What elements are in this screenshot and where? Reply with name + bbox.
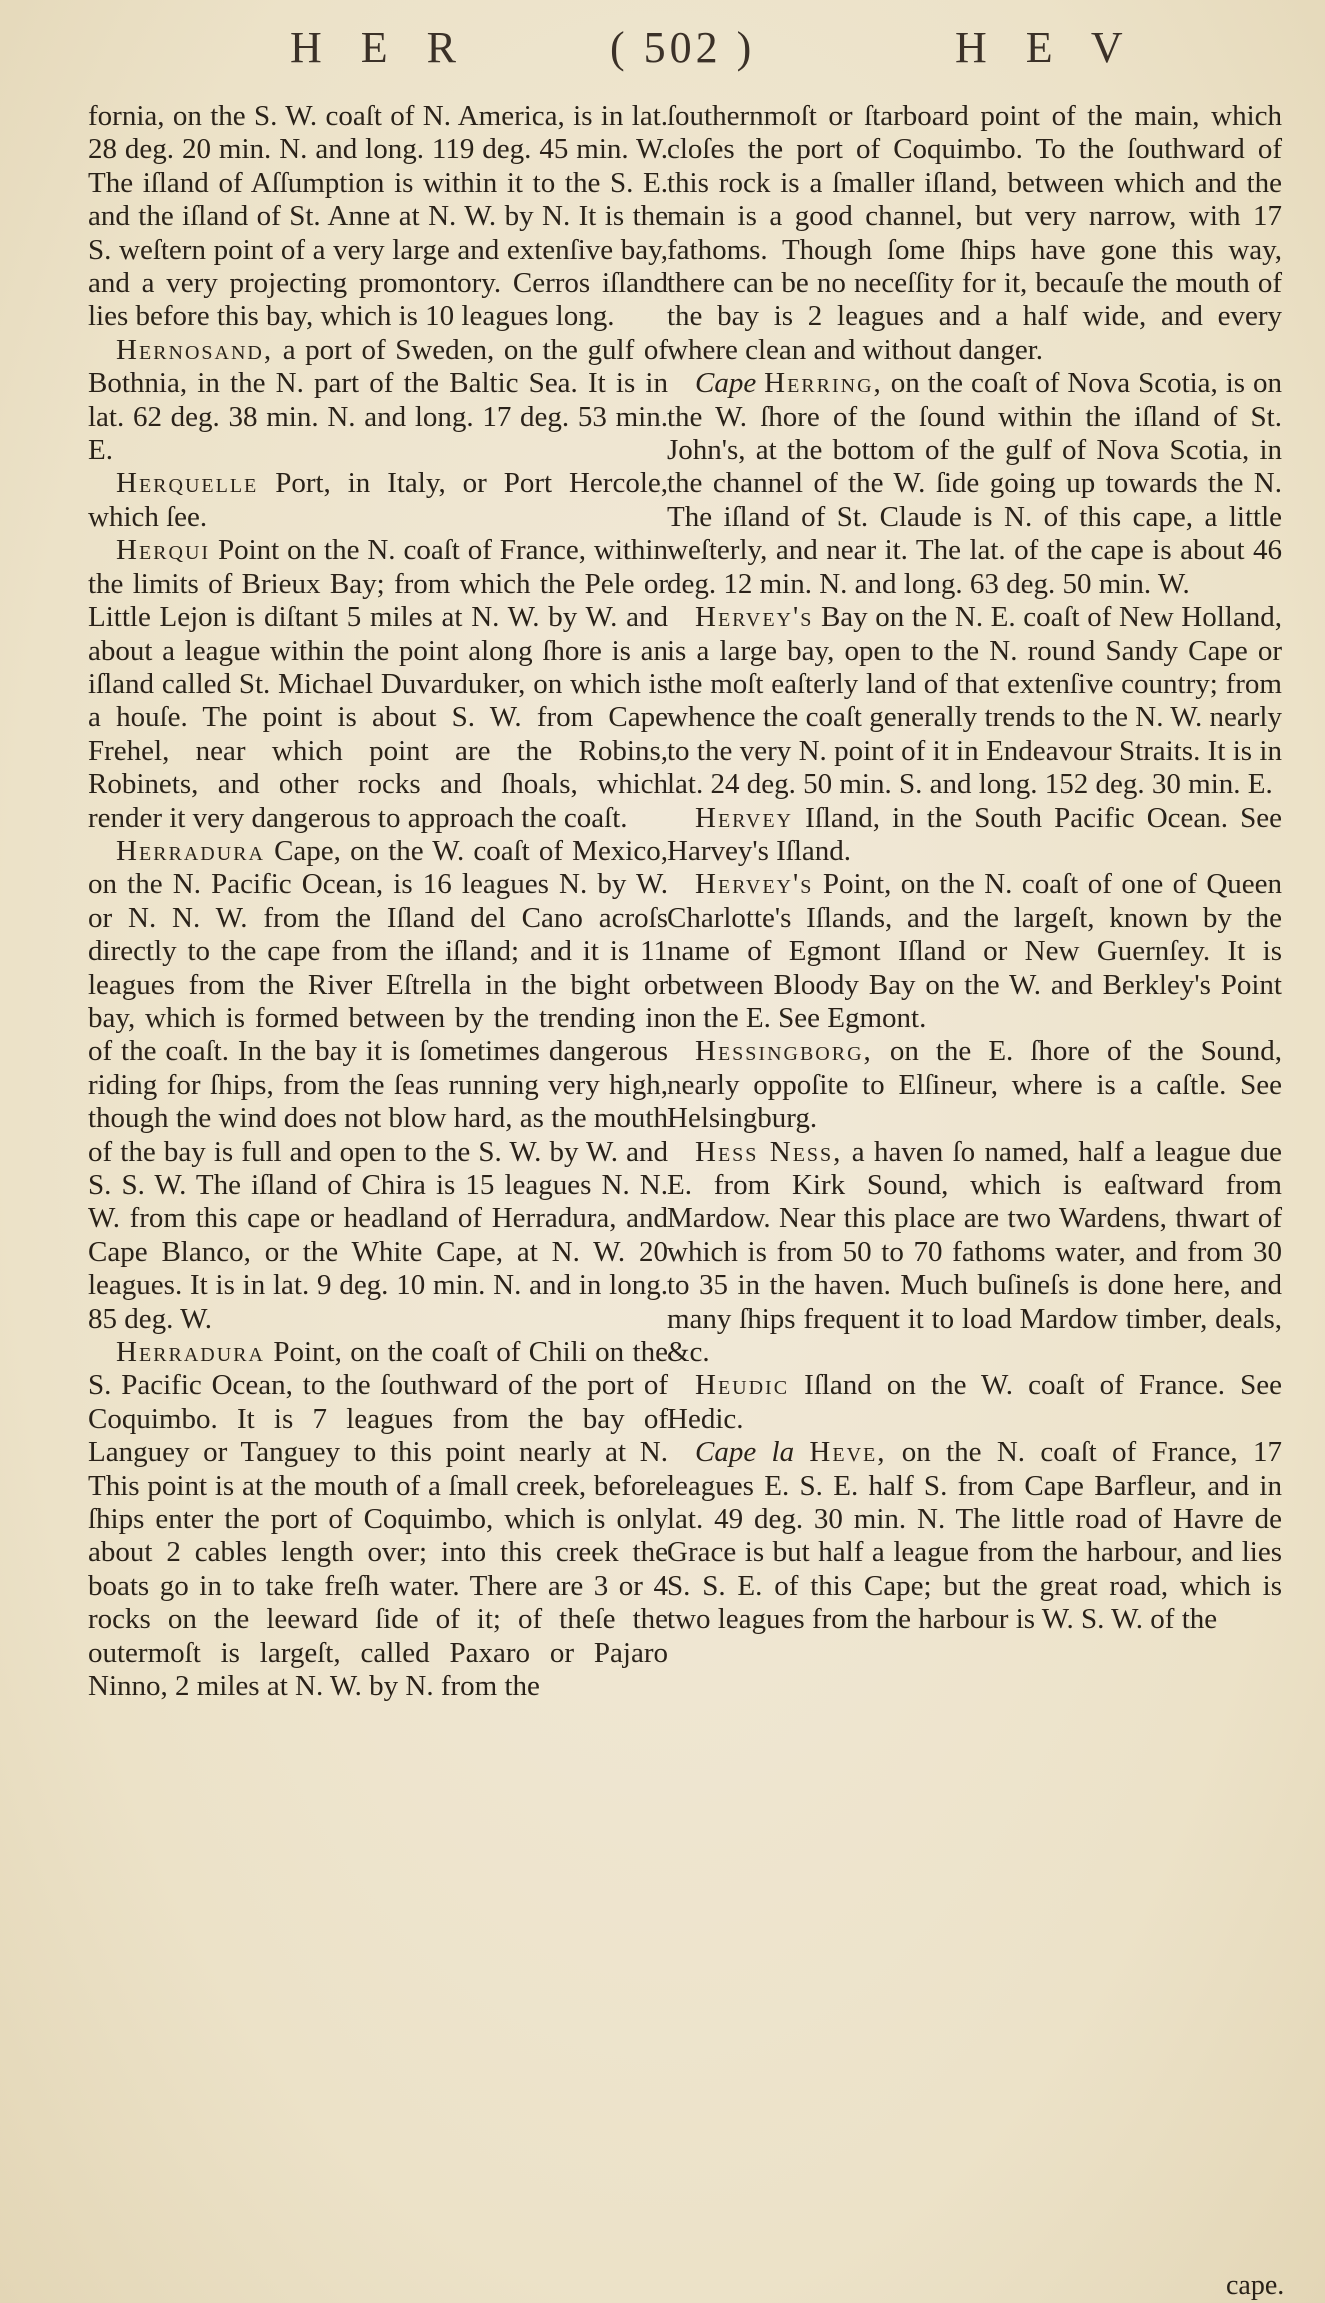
entry-headword: Hervey: [695, 801, 794, 834]
entry-headword: Hess Ness,: [695, 1135, 843, 1168]
gazetteer-entry: [88, 334, 668, 468]
entry-text: Bay on the N. E. coaſt of New Holland, is a large bay, open to the N. round Sandy Cape or the moſt eaſterly land of that extenſive country; from whence the coaſt generally trends to the N. W. nearly to the very N. point of it in Endeavour Straits. It is in lat. 24 deg. 50 min. S. and long. 152 deg. 30 min. E.: [667, 601, 1282, 801]
page-number: ( 502 ): [610, 23, 756, 72]
catchword: cape.: [1226, 2270, 1285, 2301]
gazetteer-entry: [88, 100, 668, 334]
entry-text: a port of Sweden, on the gulf of Bothnia, in the N. part of the Baltic Sea. It is in lat. 62 deg. 38 min. N. and long. 17 deg. 53 min. E.: [88, 333, 668, 467]
header-right: H E V: [955, 23, 1137, 72]
entry-text: Point, on the N. coaſt of one of Queen Charlotte's Iſlands, and the largeſt, known by the name of Egmont Iſland or New Guernſey. It is between Bloody Bay on the W. and Berkley's Point on the E. See Egmont.: [667, 868, 1282, 1034]
entry-headword: Herradura: [116, 1336, 265, 1369]
entry-text: Iſland on the W. coaſt of France. See Hedic.: [667, 1369, 1282, 1435]
entry-headword: Hessingborg,: [695, 1035, 873, 1068]
entry-text: a haven ſo named, half a league due E. from Kirk Sound, which is eaſtward from Mardow. Near this place are two Wardens, thwart of which is from 50 to 70 fathoms water, and from 30 to 35 in the haven. Much buſineſs is done here, and many ſhips frequent it to load Mardow timber, deals, &c.: [667, 1135, 1282, 1369]
entry-text: fornia, on the S. W. coaſt of N. America, is in lat. 28 deg. 20 min. N. and long. 119 deg. 45 min. W. The iſland of Aſſumption is within it to the S. E. and the iſland of St. Anne at N. W. by N. It is the S. weſtern point of a very large and extenſive bay, and a very projecting promontory. Cerros iſland lies before this bay, which is 10 leagues long.: [88, 100, 668, 333]
entry-headword: Herquelle: [116, 467, 259, 500]
gazetteer-entry: [88, 534, 668, 835]
gazetteer-entry: [667, 1369, 1282, 1436]
right-column: [667, 100, 1282, 1637]
entry-text: Port, in Italy, or Port Hercole, which ſee.: [88, 467, 668, 533]
entry-headword: Hernosand,: [116, 333, 274, 366]
entry-text: Point on the N. coaſt of France, within the limits of Brieux Bay; from which the Pele or Little Lejon is diſtant 5 miles at N. W. by W. and about a league within the point along ſhore is an iſland called St. Michael Duvarduker, on which is a houſe. The point is about S. W. from Cape Frehel, near which point are the Robins, Robinets, and other rocks and ſhoals, which render it very dangerous to approach the coaſt.: [88, 534, 668, 834]
gazetteer-entry: [667, 367, 1282, 601]
entry-headword: Heve,: [809, 1436, 887, 1469]
gazetteer-entry: [667, 802, 1282, 869]
entry-text: on the E. ſhore of the Sound, nearly oppoſite to Elſineur, where is a caſtle. See Helsingburg.: [667, 1035, 1282, 1135]
gazetteer-entry: [667, 1436, 1282, 1636]
entry-headword: Herqui: [116, 534, 211, 567]
header-left: H E R: [290, 23, 470, 72]
gazetteer-entry: [667, 1035, 1282, 1135]
gazetteer-entry: [667, 1136, 1282, 1370]
entry-text: on the coaſt of Nova Scotia, is on the W. ſhore of the ſound within the iſland of St. John's, at the bottom of the gulf of Nova Scotia, in the channel of the W. ſide going up towards the N. The iſland of St. Claude is N. of this cape, a little weſterly, and near it. The lat. of the cape is about 46 deg. 12 min. N. and long. 63 deg. 50 min. W.: [667, 367, 1282, 600]
entry-text: Point, on the coaſt of Chili on the S. Pacific Ocean, to the ſouthward of the port of Coquimbo. It is 7 leagues from the bay of Languey or Tanguey to this point nearly at N. This point is at the mouth of a ſmall creek, before ſhips enter the port of Coquimbo, which is only about 2 cables length over; into this creek the boats go in to take freſh water. There are 3 or 4 rocks on the leeward ſide of it; of theſe the outermoſt is largeſt, called Paxaro or Pajaro Ninno, 2 miles at N. W. by N. from the: [88, 1336, 668, 1703]
entry-text: ſouthernmoſt or ſtarboard point of the main, which cloſes the port of Coquimbo. To the ſouthward of this rock is a ſmaller iſland, between which and the main is a good channel, but very narrow, with 17 fathoms. Though ſome ſhips have gone this way, there can be no neceſſity for it, becauſe the mouth of the bay is 2 leagues and a half wide, and every where clean and without danger.: [667, 100, 1282, 366]
entry-text: Cape, on the W. coaſt of Mexico, on the N. Pacific Ocean, is 16 leagues N. by W. or N. N. W. from the Iſland del Cano acroſs directly to the cape from the iſland; and it is 11 leagues from the River Eſtrella in the bight or bay, which is formed between by the trending in of the coaſt. In the bay it is ſometimes dangerous riding for ſhips, from the ſeas running very high, though the wind does not blow hard, as the mouth of the bay is full and open to the S. W. by W. and S. S. W. The iſland of Chira is 15 leagues N. N. W. from this cape or headland of Herradura, and Cape Blanco, or the White Cape, at N. W. 20 leagues. It is in lat. 9 deg. 10 min. N. and in long. 85 deg. W.: [88, 834, 668, 1335]
entry-headword: Herradura: [116, 834, 265, 867]
gazetteer-entry: [667, 601, 1282, 801]
entry-text: on the N. coaſt of France, 17 leagues E. S. E. half S. from Cape Barfleur, and in lat. 49 deg. 30 min. N. The little road of Havre de Grace is but half a league from the harbour, and lies S. S. E. of this Cape; but the great road, which is two leagues from the harbour is W. S. W. of the: [667, 1436, 1282, 1636]
gazetteer-entry: [667, 868, 1282, 1035]
entry-text: Iſland, in the South Pacific Ocean. See Harvey's Iſland.: [667, 801, 1282, 867]
gazetteer-entry: [667, 100, 1282, 367]
entry-headword: Herring,: [764, 367, 883, 400]
entry-headword: Heudic: [695, 1369, 790, 1402]
running-header: [0, 22, 1325, 82]
entry-headword: Hervey's: [695, 868, 814, 901]
entry-prefix: Cape la: [695, 1436, 810, 1469]
left-column: [88, 100, 668, 1704]
gazetteer-entry: [88, 1336, 668, 1703]
gazetteer-entry: [88, 467, 668, 534]
entry-prefix: Cape: [695, 367, 765, 400]
entry-headword: Hervey's: [695, 601, 814, 634]
gazetteer-entry: [88, 835, 668, 1336]
